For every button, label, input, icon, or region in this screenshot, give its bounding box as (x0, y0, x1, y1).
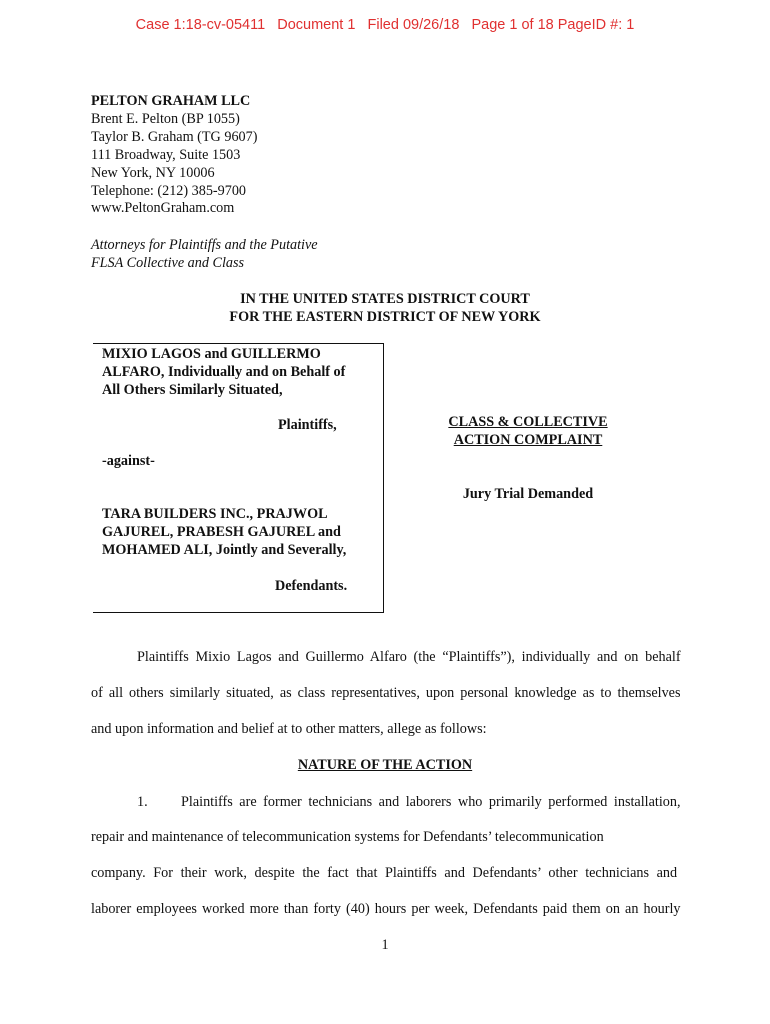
court-line: IN THE UNITED STATES DISTRICT COURT (240, 291, 530, 307)
address-line: 111 Broadway, Suite 1503 (91, 146, 241, 163)
intro-line: and upon information and belief at to other matters, allege as follows: (91, 721, 487, 737)
paragraph-line: laborer employees worked more than forty (40) hours per week, Defendants paid them on an hourly (91, 901, 681, 917)
document-title (420, 413, 636, 449)
plaintiffs-names (102, 345, 345, 399)
plaintiffs-role: Plaintiffs, (278, 417, 337, 433)
plaintiffs-line: All Others Similarly Situated, (102, 382, 283, 398)
defendants-line: GAJUREL, PRABESH GAJUREL and (102, 524, 341, 540)
defendants-line: TARA BUILDERS INC., PRAJWOL (102, 506, 328, 522)
defendants-line: MOHAMED ALI, Jointly and Severally, (102, 542, 347, 558)
plaintiffs-line: ALFARO, Individually and on Behalf of (102, 364, 346, 380)
page-number: 1 (381, 937, 389, 953)
document-title-line: CLASS & COLLECTIVE (448, 414, 608, 430)
jury-demand: Jury Trial Demanded (462, 486, 594, 502)
attorney-block (91, 93, 257, 218)
telephone-line: Telephone: (212) 385-9700 (91, 182, 247, 199)
attorneys-for (91, 236, 318, 272)
document-title-line: ACTION COMPLAINT (453, 432, 603, 448)
ecf-header-stamp: Case 1:18-cv-05411 Document 1 Filed 09/26/18 Page 1 of 18 PageID #: 1 (135, 17, 635, 33)
defendants-role: Defendants. (275, 578, 348, 594)
court-heading (0, 290, 770, 326)
paragraph-line: Plaintiffs are former technicians and laborers who primarily performed installation, (181, 794, 681, 810)
plaintiffs-line: MIXIO LAGOS and GUILLERMO (102, 346, 321, 362)
court-line: FOR THE EASTERN DISTRICT OF NEW YORK (229, 309, 541, 325)
attorneys-for-line: FLSA Collective and Class (91, 255, 245, 271)
intro-line: Plaintiffs Mixio Lagos and Guillermo Alfaro (the “Plaintiffs”), individually and on behalf (137, 649, 681, 665)
attorneys-for-line: Attorneys for Plaintiffs and the Putative (91, 237, 318, 253)
intro-line: of all others similarly situated, as class representatives, upon personal knowledge as to themselves (91, 685, 681, 701)
paragraph-number: 1. (137, 794, 148, 810)
attorney-line: Brent E. Pelton (BP 1055) (91, 110, 240, 127)
address-line: New York, NY 10006 (91, 164, 215, 181)
section-heading: NATURE OF THE ACTION (297, 757, 473, 773)
website-line: www.PeltonGraham.com (91, 200, 235, 217)
paragraph-line: company. For their work, despite the fact that Plaintiffs and Defendants’ other technicians and (91, 865, 678, 881)
against-label: -against- (102, 453, 155, 469)
firm-name: PELTON GRAHAM LLC (91, 93, 251, 109)
paragraph-line: repair and maintenance of telecommunication systems for Defendants’ telecommunication (91, 829, 604, 845)
attorney-line: Taylor B. Graham (TG 9607) (91, 128, 258, 145)
defendants-names (102, 505, 346, 559)
